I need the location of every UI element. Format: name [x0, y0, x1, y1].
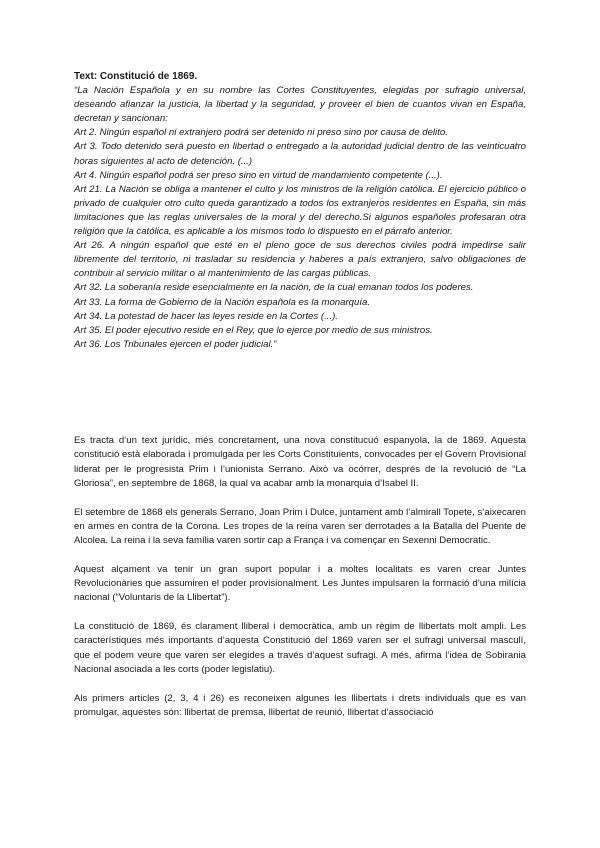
quote-preamble: “La Nación Española y en su nombre las Cortes Constituyentes, elegidas por sufragio universal, deseando afianzar la justicia, la libertad y la seguridad, y proveer el bien de cuantos vivan en España, decretan y sancionan:: [74, 85, 526, 125]
quote-article-21: Art 21. La Nación se obliga a mantener el culto y los ministros de la religión católica. El ejercicio público o privado de cualquier otro culto queda garantizado a todos los extranjeros residentes en España, sin más limitaciones que las reglas universales de la moral y del derecho.Si algunos españoles profesaran otra religión que la católica, es aplicable a los mismos todo lo dispuesto en el párrafo anterior.: [74, 183, 526, 238]
commentary-paragraph-1: Es tracta d’un text jurídic, més concretament, una nova constitucuó espanyola, la de 1869. Aquesta constitució està elaborada i promulgada per les Corts Constituients, convocades per el Govern Provisional liderat per le progresista Prim i l’unionista Serrano. Això va ocórrer, després de la revolució de “La Gloriosa”, en septembre de 1868, la qual va acabar amb la monarquia d’Isabel II.: [74, 435, 526, 489]
quote-article-36: Art 36. Los Tribunales ejercen el poder judicial.”: [74, 338, 277, 350]
commentary-paragraph-2: El setembre de 1868 els generals Serrano, Joan Prim i Dulce, juntament amb l’almirall Topete, s’aixecaren en armes en contra de la Corona. Les tropes de la reina varen ser derrotades a la Batalla del Puente de Alcolea. La reina i la seva família varen sortir cap a França i va començar en Sexenni Democratic.: [74, 506, 526, 547]
quote-article-32: Art 32. La soberanía reside esencialmente en la nación, de la cual emanan todos los poderes.: [74, 282, 474, 294]
commentary-paragraph-5: Als primers articles (2, 3, 4 i 26) es reconeixen algunes les llibertats i drets individuals que es van promulgar, aquestes són: llibertat de premsa, llibertat de reunió, llibertat d’associació: [74, 692, 526, 719]
commentary-body: [74, 434, 526, 720]
commentary-paragraph-3: Aquest alçament va tenir un gran suport popular i a moltes localitats es varen crear Juntes Revolucionàries que assumiren el poder provisionalment. Les Juntes impulsaren la formació d’una milícia nacional (“Voluntaris de la Llibertat”).: [74, 563, 526, 604]
quote-article-3: Art 3. Todo detenido será puesto en libertad o entregado a la autoridad judicial dentro de las veinticuatro horas siguientes al acto de detención. (...): [74, 141, 526, 167]
quote-article-35: Art 35. El poder ejecutivo reside en el Rey, que lo ejerce por medio de sus ministros.: [74, 324, 433, 336]
quote-article-34: Art 34. La potestad de hacer las leyes reside en la Cortes (...).: [74, 310, 338, 322]
source-text-block: [74, 70, 526, 352]
quote-article-4: Art 4. Ningún español podrá ser preso sino en virtud de mandamiento competente (...).: [74, 169, 443, 181]
quote-article-2: Art 2. Ningún español ni extranjero podrá ser detenido ni preso sino por causa de delito.: [74, 127, 448, 139]
document-title: Text: Constitució de 1869.: [74, 71, 198, 82]
commentary-paragraph-4: La constitució de 1869, és clarament lliberal i democràtica, amb un règim de llibertats molt ampli. Les característiques més importants d’aquesta Constitució del 1869 varen ser el sufragi universal masculí, que el podem veure que varen ser elegides a través d’aquest sufragi. A més, afirma l’idea de Sobirania Nacional asociada a les corts (poder legislatiu).: [74, 621, 526, 676]
quote-article-33: Art 33. La forma de Gobierno de la Nación española es la monarquía.: [74, 296, 370, 308]
quote-article-26: Art 26. A ningún español que esté en el pleno goce de sus derechos civiles podrá impedirse salir libremente del territorio, ni trasladar su residencia y haberes a país extranjero, salvo obligaciones de contribuir al servicio militar o al mantenimiento de las cargas públicas.: [74, 240, 526, 280]
